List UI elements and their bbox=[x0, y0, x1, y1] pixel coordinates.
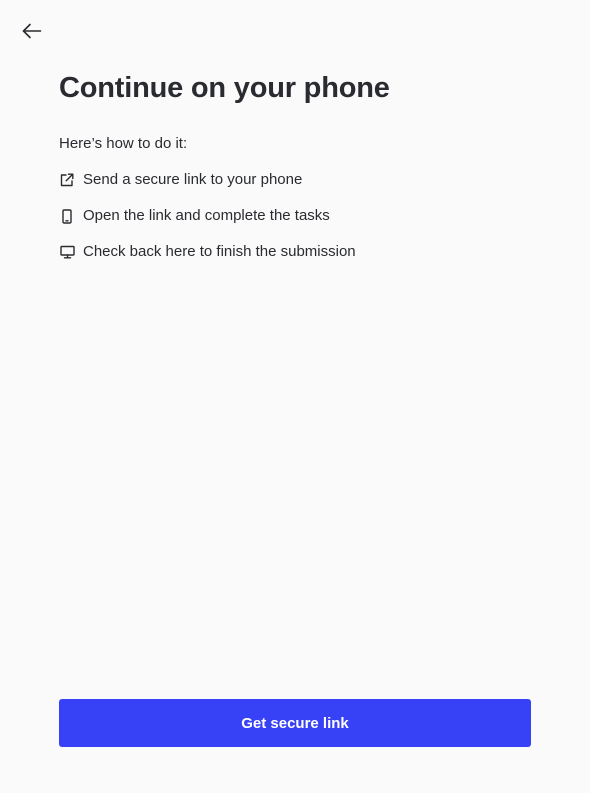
steps-list bbox=[59, 170, 356, 278]
step-label: Send a secure link to your phone bbox=[83, 171, 303, 188]
step-label: Check back here to finish the submission bbox=[83, 243, 356, 260]
get-secure-link-button[interactable]: Get secure link bbox=[59, 699, 531, 747]
mobile-phone-icon bbox=[59, 208, 75, 224]
step-label: Open the link and complete the tasks bbox=[83, 207, 330, 224]
page-title: Continue on your phone bbox=[59, 72, 390, 104]
intro-text: Here’s how to do it: bbox=[59, 135, 188, 152]
arrow-left-icon bbox=[22, 23, 42, 39]
step-open-link bbox=[59, 206, 356, 226]
step-send-link bbox=[59, 170, 356, 190]
external-link-icon bbox=[59, 172, 75, 188]
step-check-back bbox=[59, 242, 356, 262]
desktop-monitor-icon bbox=[59, 244, 75, 260]
back-button[interactable] bbox=[16, 15, 48, 47]
